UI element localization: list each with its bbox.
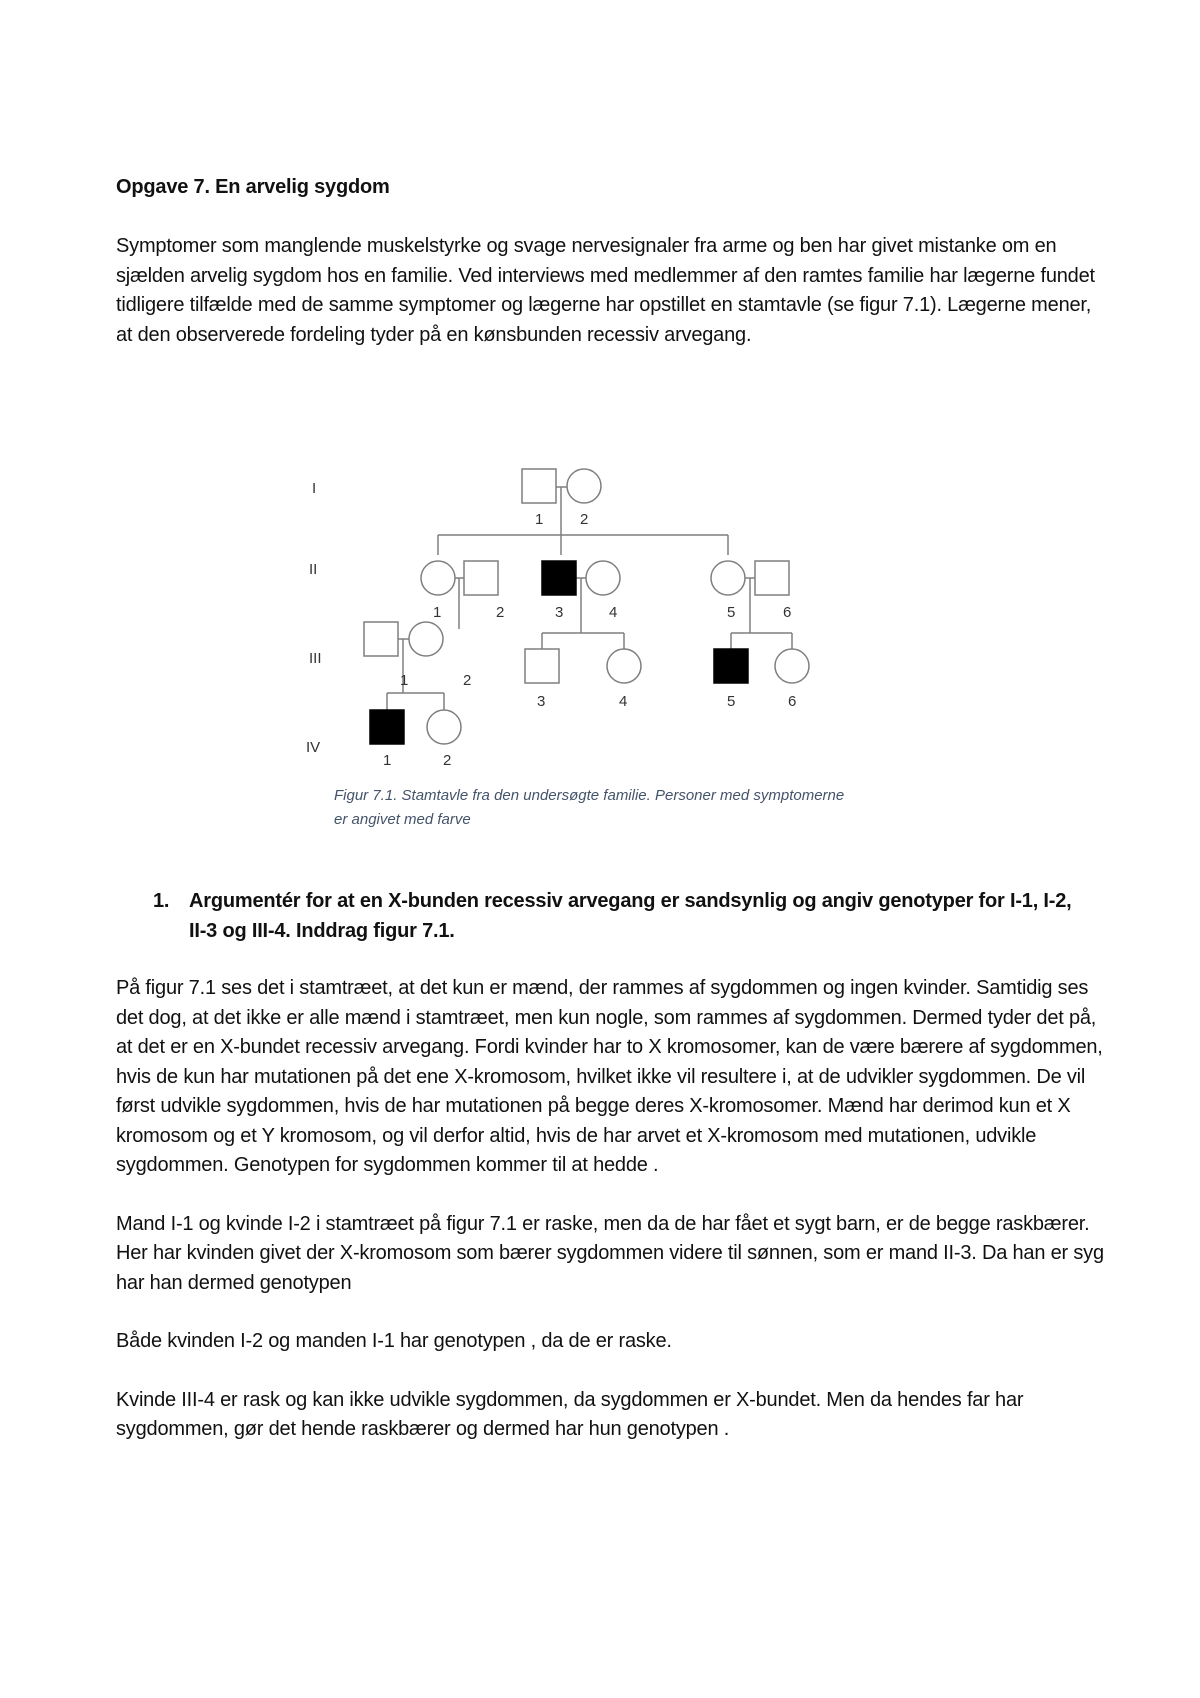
figure-caption: Figur 7.1. Stamtavle fra den undersøgte familie. Personer med symptomerne er angivet med farve bbox=[334, 787, 845, 828]
label-I-2: 2 bbox=[580, 511, 589, 528]
individual-III-1 bbox=[364, 622, 398, 656]
label-III-3: 3 bbox=[537, 693, 546, 710]
individual-III-6 bbox=[775, 649, 809, 683]
individual-II-2 bbox=[464, 561, 498, 595]
individual-II-3-affected bbox=[542, 561, 576, 595]
answer-paragraph-1: På figur 7.1 ses det i stamtræet, at det kun er mænd, der rammes af sygdommen og ingen kvinder. Samtidig ses det dog, at det ikke er alle mænd i stamtræet, men kun nogle, som rammes af sygdommen. Dermed tyder det på, at det er en X-bundet recessiv arvegang. Fordi kvinder har to X kromosomer, kan de være bærere af sygdommen, hvis de kun har mutationen på det ene X-kromosom, hvilket ikke vil resultere i, at de udvikler sygdommen. De vil først udvikle sygdommen, hvis de har mutationen på begge deres X-kromosomer. Mænd har derimod kun et X kromosom og et Y kromosom, og vil derfor altid, hvis de har arvet et X-kromosom med mutationen, udvikle sygdommen. Genotypen for sygdommen kommer til at hedde . bbox=[116, 977, 1103, 1176]
label-II-1: 1 bbox=[433, 604, 442, 621]
question-number: 1. bbox=[153, 890, 170, 912]
answer-paragraph-4: Kvinde III-4 er rask og kan ikke udvikle sygdommen, da sygdommen er X-bundet. Men da hendes far har sygdommen, gør det hende raskbærer og dermed har hun genotypen . bbox=[116, 1388, 1024, 1440]
individual-II-5 bbox=[711, 561, 745, 595]
individual-II-6 bbox=[755, 561, 789, 595]
label-II-3: 3 bbox=[555, 604, 564, 621]
generation-label-II: II bbox=[309, 561, 318, 578]
pedigree-chart bbox=[306, 455, 890, 785]
individual-IV-1-affected bbox=[370, 710, 404, 744]
individual-IV-2 bbox=[427, 710, 461, 744]
intro-paragraph bbox=[116, 232, 1096, 350]
label-II-6: 6 bbox=[783, 604, 792, 621]
individual-I-1 bbox=[522, 469, 556, 503]
answer-paragraph-2: Mand I-1 og kvinde I-2 i stamtræet på figur 7.1 er raske, men da de har fået et sygt barn, er de begge raskbærer. Her har kvinden givet der X-kromosom som bærer sygdommen videre til sønnen, som er mand II-3. Da han er syg har han dermed genotypen bbox=[116, 1212, 1104, 1294]
individual-III-5-affected bbox=[714, 649, 748, 683]
individual-II-4 bbox=[586, 561, 620, 595]
answer-paragraph-3: Både kvinden I-2 og manden I-1 har genotypen , da de er raske. bbox=[116, 1330, 672, 1352]
exercise-title: Opgave 7. En arvelig sygdom bbox=[116, 176, 390, 198]
answer-section bbox=[116, 974, 1106, 1474]
label-IV-2: 2 bbox=[443, 752, 452, 769]
intro-text: Symptomer som manglende muskelstyrke og svage nervesignaler fra arme og ben har givet mistanke om en sjælden arvelig sygdom hos en familie. Ved interviews med medlemmer af den ramtes familie har lægerne fundet tidligere tilfælde med de samme symptomer og lægerne har opstillet en stamtavle (se figur 7.1). Lægerne mener, at den observerede fordeling tyder på en kønsbunden recessiv arvegang. bbox=[116, 235, 1095, 346]
label-II-2: 2 bbox=[496, 604, 505, 621]
generation-label-IV: IV bbox=[306, 739, 321, 756]
label-II-4: 4 bbox=[609, 604, 618, 621]
label-III-6: 6 bbox=[788, 693, 797, 710]
individual-III-3 bbox=[525, 649, 559, 683]
individual-III-2 bbox=[409, 622, 443, 656]
question-text: Argumentér for at en X-bunden recessiv arvegang er sandsynlig og angiv genotyper for I-1, I-2, II-3 og III-4. Inddrag figur 7.1. bbox=[189, 890, 1072, 942]
individual-II-1 bbox=[421, 561, 455, 595]
individual-I-2 bbox=[567, 469, 601, 503]
generation-label-III: III bbox=[309, 650, 322, 667]
label-III-2: 2 bbox=[463, 672, 472, 689]
generation-label-I: I bbox=[312, 480, 317, 497]
label-IV-1: 1 bbox=[383, 752, 392, 769]
label-II-5: 5 bbox=[727, 604, 736, 621]
individual-III-4 bbox=[607, 649, 641, 683]
label-III-4: 4 bbox=[619, 693, 628, 710]
label-III-5: 5 bbox=[727, 693, 736, 710]
label-I-1: 1 bbox=[535, 511, 544, 528]
label-III-1: 1 bbox=[400, 672, 409, 689]
